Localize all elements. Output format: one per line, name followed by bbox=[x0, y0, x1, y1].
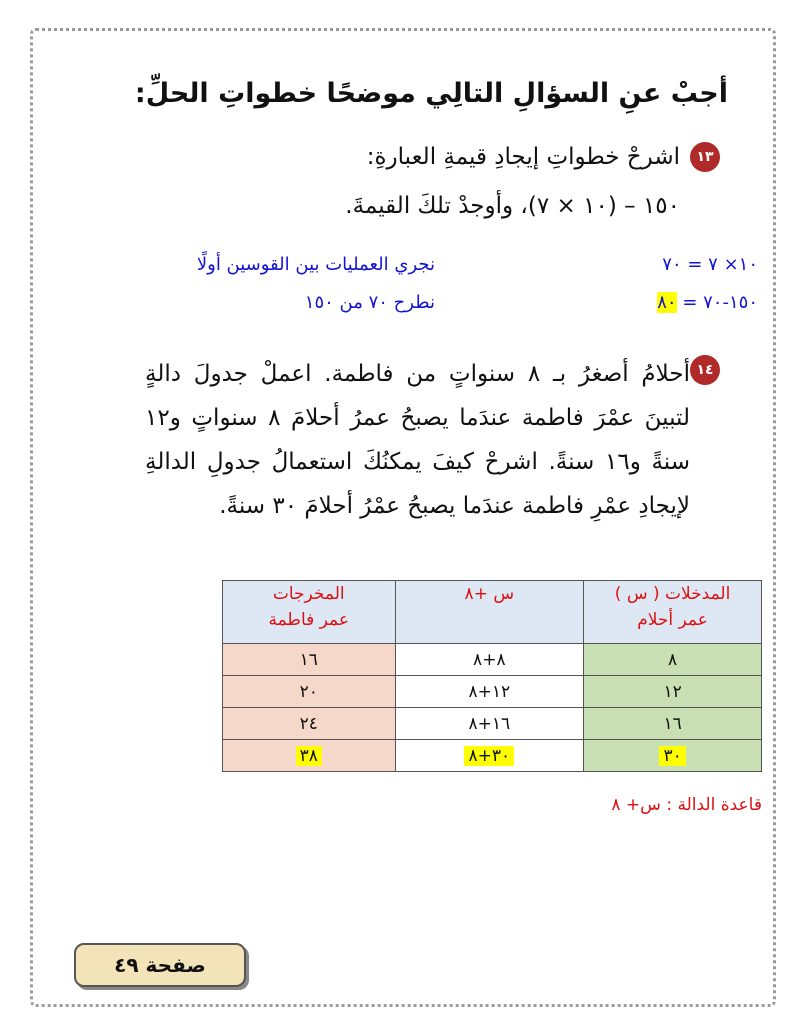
question-13-line-2: ١٥٠ – (١٠ × ٧)، وأوجدْ تلكَ القيمةَ. bbox=[345, 193, 680, 219]
table-cell-input: ٨ bbox=[584, 644, 762, 676]
table-cell-rule: ١٦+٨ bbox=[395, 708, 584, 740]
table-cell-output: ٢٠ bbox=[223, 676, 396, 708]
header-output-line-2: عمر فاطمة bbox=[268, 610, 350, 630]
header-input-line-1: المدخلات ( س ) bbox=[614, 584, 731, 604]
answer-13-step-2-expression: ١٥٠-٧٠ = bbox=[676, 292, 758, 313]
question-13-line-1: اشرحْ خطواتِ إيجادِ قيمةِ العبارةِ: bbox=[366, 144, 680, 170]
header-output-line-1: المخرجات bbox=[272, 584, 345, 604]
question-14-number-badge: ١٤ bbox=[690, 355, 720, 385]
answer-13-step-2-calc bbox=[657, 292, 758, 313]
table-cell-input: ١٦ bbox=[584, 708, 762, 740]
header-input bbox=[584, 581, 762, 644]
table-cell-output bbox=[223, 740, 396, 772]
table-cell-input: ١٢ bbox=[584, 676, 762, 708]
table-cell-output: ١٦ bbox=[223, 644, 396, 676]
table-row bbox=[223, 740, 762, 772]
table-cell-rule: ٨+٨ bbox=[395, 644, 584, 676]
answer-13-step-2-note: نطرح ٧٠ من ١٥٠ bbox=[304, 292, 435, 313]
highlighted-value: ٣٠ bbox=[659, 746, 685, 766]
question-14-text: أحلامُ أصغرُ بـ ٨ سنواتٍ من فاطمة. اعملْ جدولَ دالةٍ لتبينَ عمْرَ فاطمة عندَما يصبحُ عمرُ أحلامَ ٨ سنواتٍ و١٢ سنةً و١٦ سنةً. اشرحْ كيفَ يمكنُكَ استعمالُ جدولِ الدالةِ لإيجادِ عمْرِ فاطمة عندَما يصبحُ عمْرُ أحلامَ ٣٠ سنةً. bbox=[145, 361, 690, 519]
answer-13-step-1-calc: ١٠× ٧ = ٧٠ bbox=[662, 254, 758, 275]
highlighted-value: ٣٠+٨ bbox=[464, 746, 514, 766]
question-13-number-badge: ١٣ bbox=[690, 142, 720, 172]
function-table bbox=[222, 580, 762, 772]
header-rule bbox=[395, 581, 584, 644]
table-row bbox=[223, 644, 762, 676]
page-number-label: صفحة ٤٩ bbox=[74, 943, 246, 987]
table-cell-rule: ١٢+٨ bbox=[395, 676, 584, 708]
header-rule-text: س +٨ bbox=[464, 584, 515, 604]
header-input-line-2: عمر أحلام bbox=[637, 610, 708, 630]
table-row bbox=[223, 708, 762, 740]
function-rule-caption: قاعدة الدالة : س+ ٨ bbox=[611, 795, 762, 815]
page-heading: أجبْ عنِ السؤالِ التالِي موضحًا خطواتِ الحلِّ: bbox=[134, 78, 728, 109]
highlighted-value: ٣٨ bbox=[296, 746, 322, 766]
table-cell-rule bbox=[395, 740, 584, 772]
table-row bbox=[223, 676, 762, 708]
answer-13-step-1-note: نجري العمليات بين القوسين أولًا bbox=[196, 254, 435, 275]
answer-13-result-highlight: ٨٠ bbox=[657, 292, 677, 313]
table-cell-output: ٢٤ bbox=[223, 708, 396, 740]
table-header-row bbox=[223, 581, 762, 644]
header-output bbox=[223, 581, 396, 644]
table-cell-input bbox=[584, 740, 762, 772]
